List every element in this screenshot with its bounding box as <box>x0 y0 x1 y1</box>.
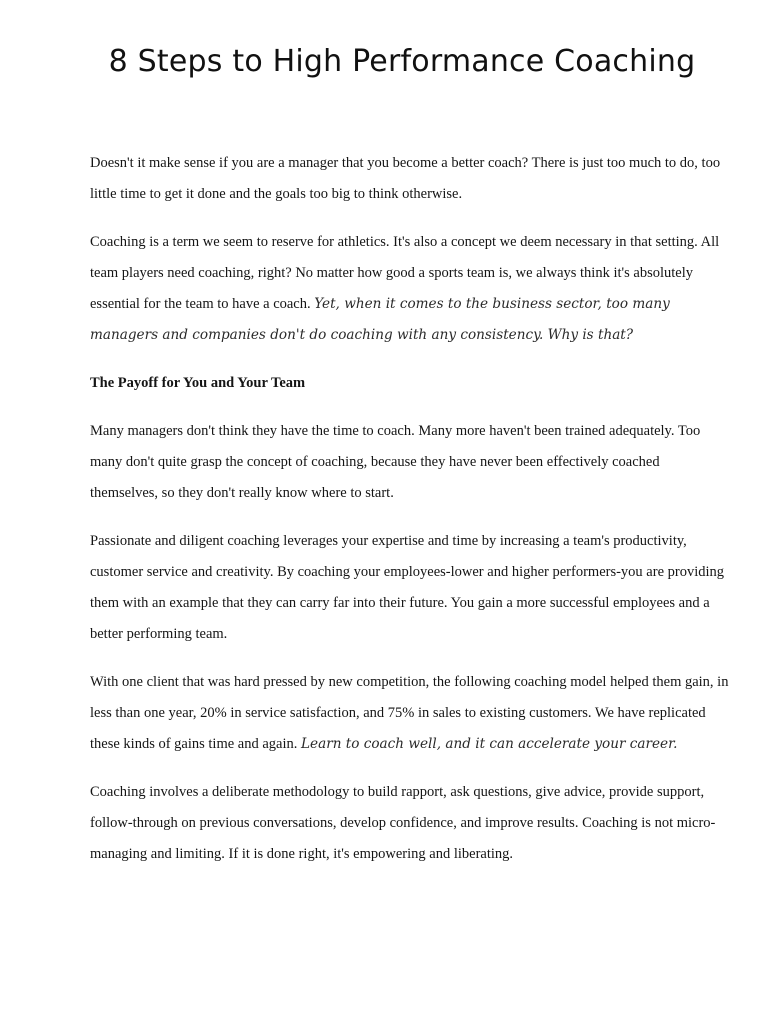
document-body <box>90 148 730 887</box>
paragraph-client-results <box>90 667 730 760</box>
paragraph-methodology: Coaching involves a deliberate methodology to build rapport, ask questions, give advice, provide support, follow-through on previous conversations, develop confidence, and improve results. Coaching is not micro-managing and limiting. If it is done right, it's empowering and liberating. <box>90 784 716 862</box>
paragraph-intro: Doesn't it make sense if you are a manager that you become a better coach? There is just too much to do, too little time to get it done and the goals too big to think otherwise. <box>90 155 721 202</box>
paragraph-client-results-text: With one client that was hard pressed by new competition, the following coaching model helped them gain, in less than one year, 20% in service satisfaction, and 75% in sales to existing customers. We have replicated these kinds of gains time and again. <box>90 674 729 752</box>
paragraph-leverage: Passionate and diligent coaching leverages your expertise and time by increasing a team's productivity, customer service and creativity. By coaching your employees-lower and higher performers-you are providing them with an example that they can carry far into their future. You gain a more successful employees and a better performing team. <box>90 533 725 642</box>
paragraph-managers: Many managers don't think they have the time to coach. Many more haven't been trained adequately. Too many don't quite grasp the concept of coaching, because they have never been effectively coached themselves, so they don't really know where to start. <box>90 423 701 501</box>
section-heading-payoff: The Payoff for You and Your Team <box>90 375 306 391</box>
paragraph-athletics-text: Coaching is a term we seem to reserve for athletics. It's also a concept we deem necessary in that setting. All team players need coaching, right? No matter how good a sports team is, we always think it's absolutely essential for the team to have a coach. <box>90 234 720 312</box>
paragraph-athletics <box>90 227 730 351</box>
paragraph-athletics-emphasis: Yet, when it comes to the business sector, too many managers and companies don't do coaching with any consistency. Why is that? <box>90 296 670 343</box>
document-title: 8 Steps to High Performance Coaching <box>108 44 696 79</box>
paragraph-client-results-emphasis: Learn to coach well, and it can accelerate your career. <box>301 736 678 752</box>
